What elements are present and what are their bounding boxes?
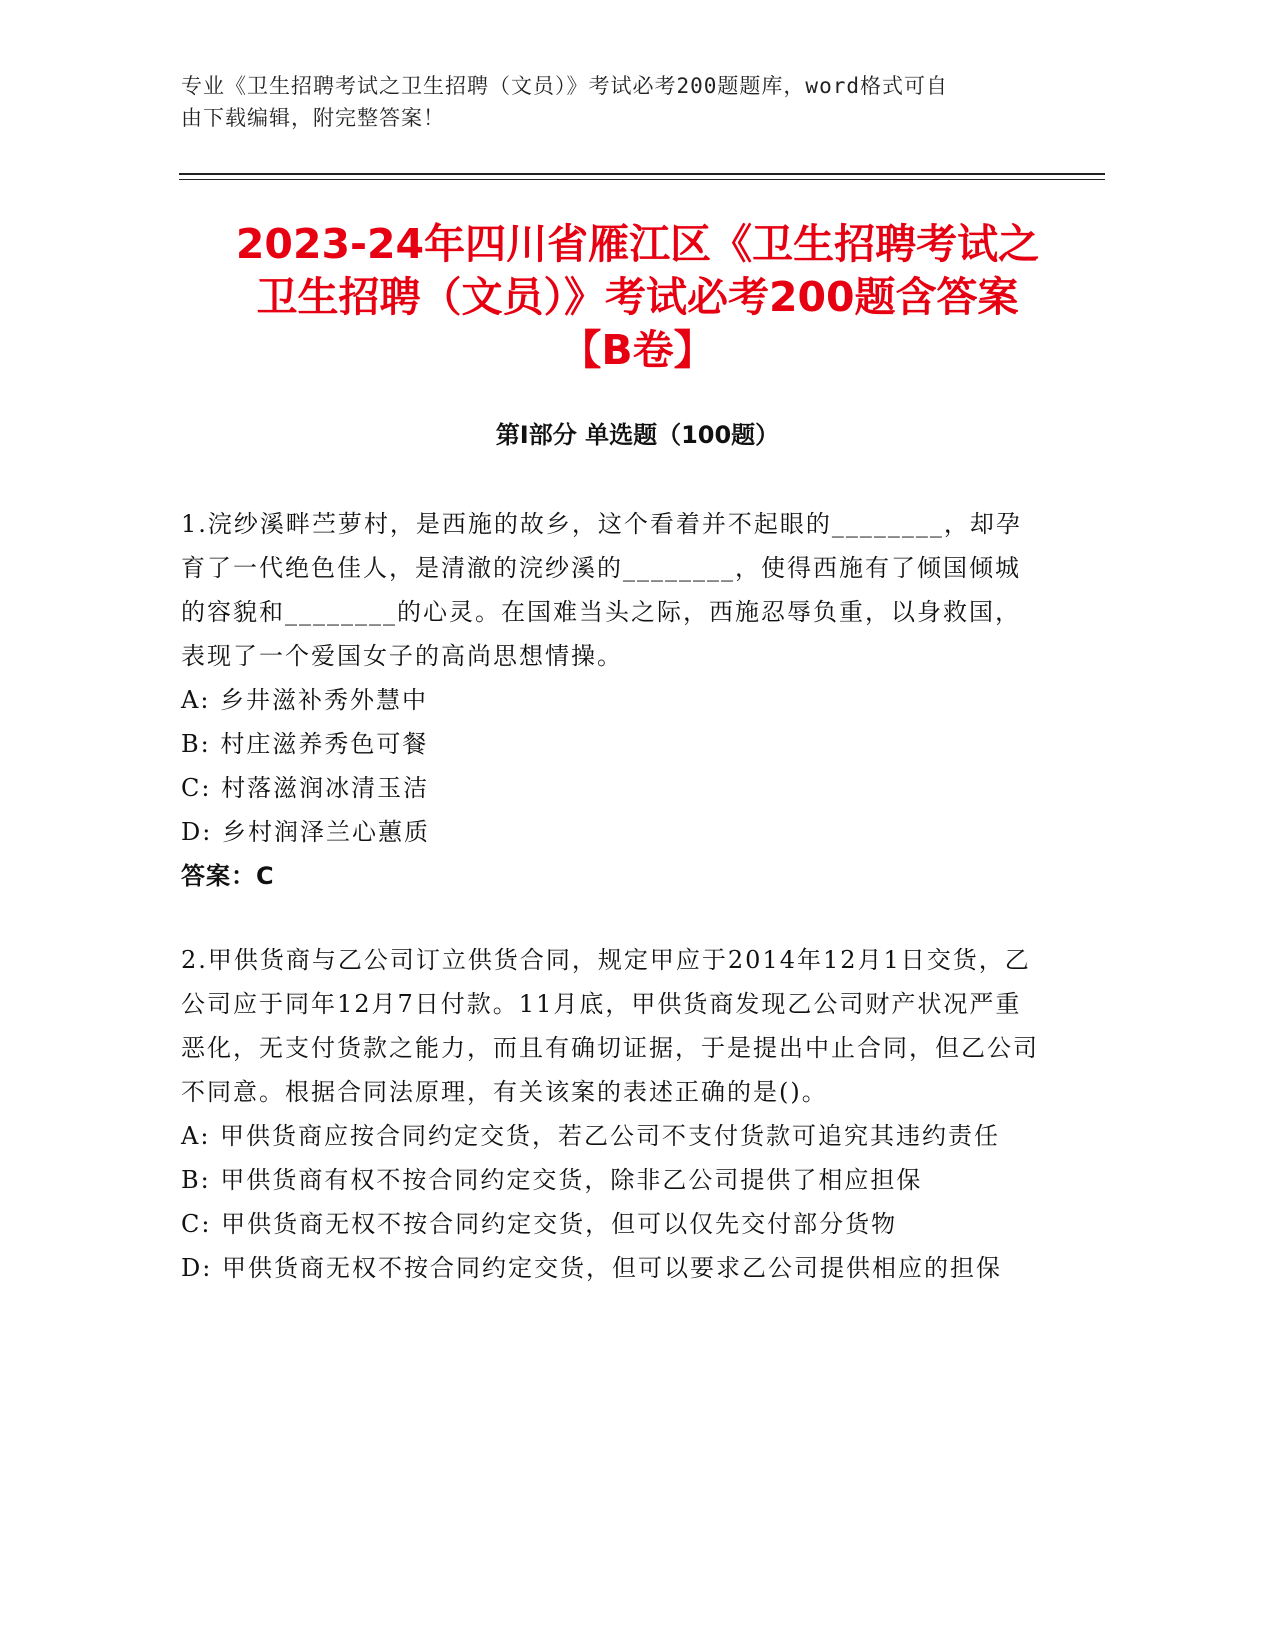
- section-heading: 第I部分 单选题（100题）: [495, 421, 780, 449]
- option-a: A: 甲供货商应按合同约定交货，若乙公司不支付货款可追究其违约责任: [181, 1122, 1001, 1150]
- header-note-line: 专业《卫生招聘考试之卫生招聘（文员）》考试必考200题题库，word格式可自: [181, 74, 948, 98]
- question-item: [181, 502, 1041, 898]
- title-line: 2023-24年四川省雁江区《卫生招聘考试之: [235, 220, 1040, 268]
- option-b: B: 甲供货商有权不按合同约定交货，除非乙公司提供了相应担保: [181, 1166, 923, 1194]
- question-stem: 2.甲供货商与乙公司订立供货合同，规定甲应于2014年12月1日交货，乙公司应于同年12月7日付款。11月底，甲供货商发现乙公司财产状况严重恶化，无支付货款之能力，而且有确切证据，于是提出中止合同，但乙公司不同意。根据合同法原理，有关该案的表述正确的是()。: [181, 946, 1039, 1106]
- title-line: 【B卷】: [560, 326, 715, 374]
- question-item: [181, 938, 1041, 1290]
- answer-line: 答案：C: [181, 862, 275, 890]
- header-note: [181, 70, 1061, 134]
- question-stem: 1.浣纱溪畔苎萝村，是西施的故乡，这个看着并不起眼的________，却孕育了一代绝色佳人，是清澈的浣纱溪的________，使得西施有了倾国倾城的容貌和________的心灵。在国难当头之际，西施忍辱负重，以身救国，表现了一个爱国女子的高尚思想情操。: [181, 510, 1022, 670]
- option-a: A: 乡井滋补秀外慧中: [181, 686, 429, 714]
- option-c: C: 甲供货商无权不按合同约定交货，但可以仅先交付部分货物: [181, 1210, 898, 1238]
- title-line: 卫生招聘（文员）》考试必考200题含答案: [256, 273, 1019, 321]
- option-d: D: 甲供货商无权不按合同约定交货，但可以要求乙公司提供相应的担保: [181, 1254, 1002, 1282]
- option-b: B: 村庄滋养秀色可餐: [181, 730, 429, 758]
- option-c: C: 村落滋润冰清玉洁: [181, 774, 430, 802]
- option-d: D: 乡村润泽兰心蕙质: [181, 818, 430, 846]
- header-divider: [179, 173, 1105, 175]
- header-note-line: 由下载编辑，附完整答案！: [181, 106, 445, 130]
- header-divider: [179, 179, 1105, 180]
- document-title: [150, 218, 1125, 377]
